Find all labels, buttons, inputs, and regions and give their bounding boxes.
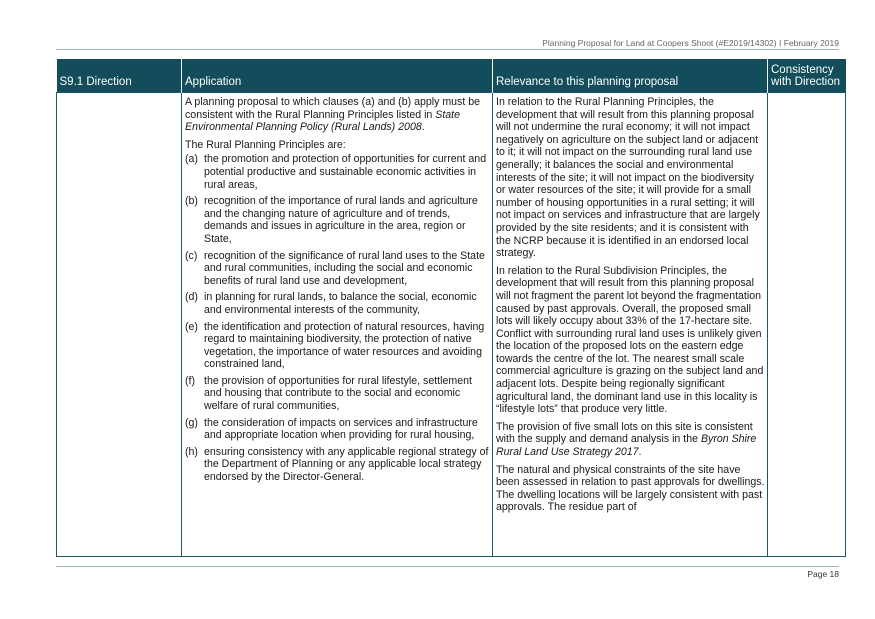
relevance-paragraph: In relation to the Rural Planning Principles, the development that will result from this planning proposal will not undermine the rural economy; it will not impact negatively on agriculture on the subject land or adjacent to it; it will not impact on the surrounding rural land use generally; it balances the social and environmental interests of the site; it will not impact on the biodiversity or water resources of the site; it will provide for a small number of housing opportunities in a rural setting; it will not impact on services and infrastructure that are largely provided by the site residents; and it is consistent with the NCRP because it is identified in an endorsed local strategy.: [496, 96, 760, 260]
principles-heading: The Rural Planning Principles are:: [185, 138, 346, 151]
policy-title: State Environmental Planning Policy (Rural Lands) 2008: [185, 108, 461, 134]
column-header-consistency: Consistency with Direction: [768, 59, 846, 93]
s91-direction-table: [56, 59, 846, 557]
list-item: (e) the identification and protection of natural resources, having regard to maintaining biodiversity, the protection of native vegetation, the importance of water resources and avoiding constrained land,: [185, 320, 485, 371]
running-header: Planning Proposal for Land at Coopers Shoot (#E2019/14302) I February 2019: [542, 38, 839, 48]
list-item: (c) recognition of the significance of rural land uses to the State and rural communities, including the social and economic benefits of rural land use and development,: [185, 249, 485, 287]
list-item: (d) in planning for rural lands, to balance the social, economic and environmental interests of the community,: [185, 291, 477, 316]
table-header-row: [57, 59, 846, 93]
strategy-title: Byron Shire Rural Land Use Strategy 2017: [496, 433, 757, 459]
column-header-relevance: Relevance to this planning proposal: [493, 59, 768, 93]
page-number: Page 18: [807, 569, 839, 579]
header-divider: [56, 49, 839, 50]
principles-list: [185, 153, 490, 483]
list-item: (g) the consideration of impacts on services and infrastructure and appropriate location when providing for rural housing,: [185, 416, 478, 442]
application-intro: A planning proposal to which clauses (a) and (b) apply must be consistent with the Rural Planning Principles listed in State Environmental Planning Policy (Rural Lands) 2008.: [185, 96, 481, 134]
relevance-cell: [493, 93, 768, 557]
list-item: (a) the promotion and protection of opportunities for current and potential productive and sustainable economic activities in rural areas,: [185, 153, 487, 191]
application-cell: [182, 93, 493, 557]
relevance-paragraph: The provision of five small lots on this site is consistent with the supply and demand analysis in the Byron Shire Rural Land Use Strategy 2017.: [496, 420, 757, 459]
relevance-paragraph: The natural and physical constraints of the site have been assessed in relation to past approvals for dwellings. The dwelling locations will be largely consistent with past approvals. The residue part of: [496, 463, 765, 514]
table-row: [57, 93, 846, 557]
column-header-direction: S9.1 Direction: [57, 59, 182, 93]
column-header-application: Application: [182, 59, 493, 93]
relevance-paragraph: In relation to the Rural Subdivision Principles, the development that will result from this planning proposal will not fragment the parent lot beyond the fragmentation caused by past approvals. Overall, the proposed small lots will likely occupy about 33% of the 17-hectare site. Conflict with surrounding rural land uses is unlikely given the location of the proposed lots on the eastern edge towards the centre of the lot. The nearest small scale commercial agriculture is grazing on the subject land and adjacent lots. Despite being regionally significant agricultural land, the dominant land use in this locality is “lifestyle lots” that produce very little.: [496, 264, 764, 416]
footer-divider: [56, 566, 839, 567]
consistency-cell: [768, 93, 846, 557]
list-item: (f) the provision of opportunities for rural lifestyle, settlement and housing that contribute to the social and economic welfare of rural communities,: [185, 374, 472, 413]
direction-cell: [57, 93, 182, 557]
list-item: (b) recognition of the importance of rural lands and agriculture and the changing nature of agriculture and of trends, demands and issues in agriculture in the area, region or State,: [185, 195, 478, 245]
list-item: (h) ensuring consistency with any applicable regional strategy of the Department of Planning or any applicable local strategy endorsed by the Director-General.: [185, 445, 489, 484]
